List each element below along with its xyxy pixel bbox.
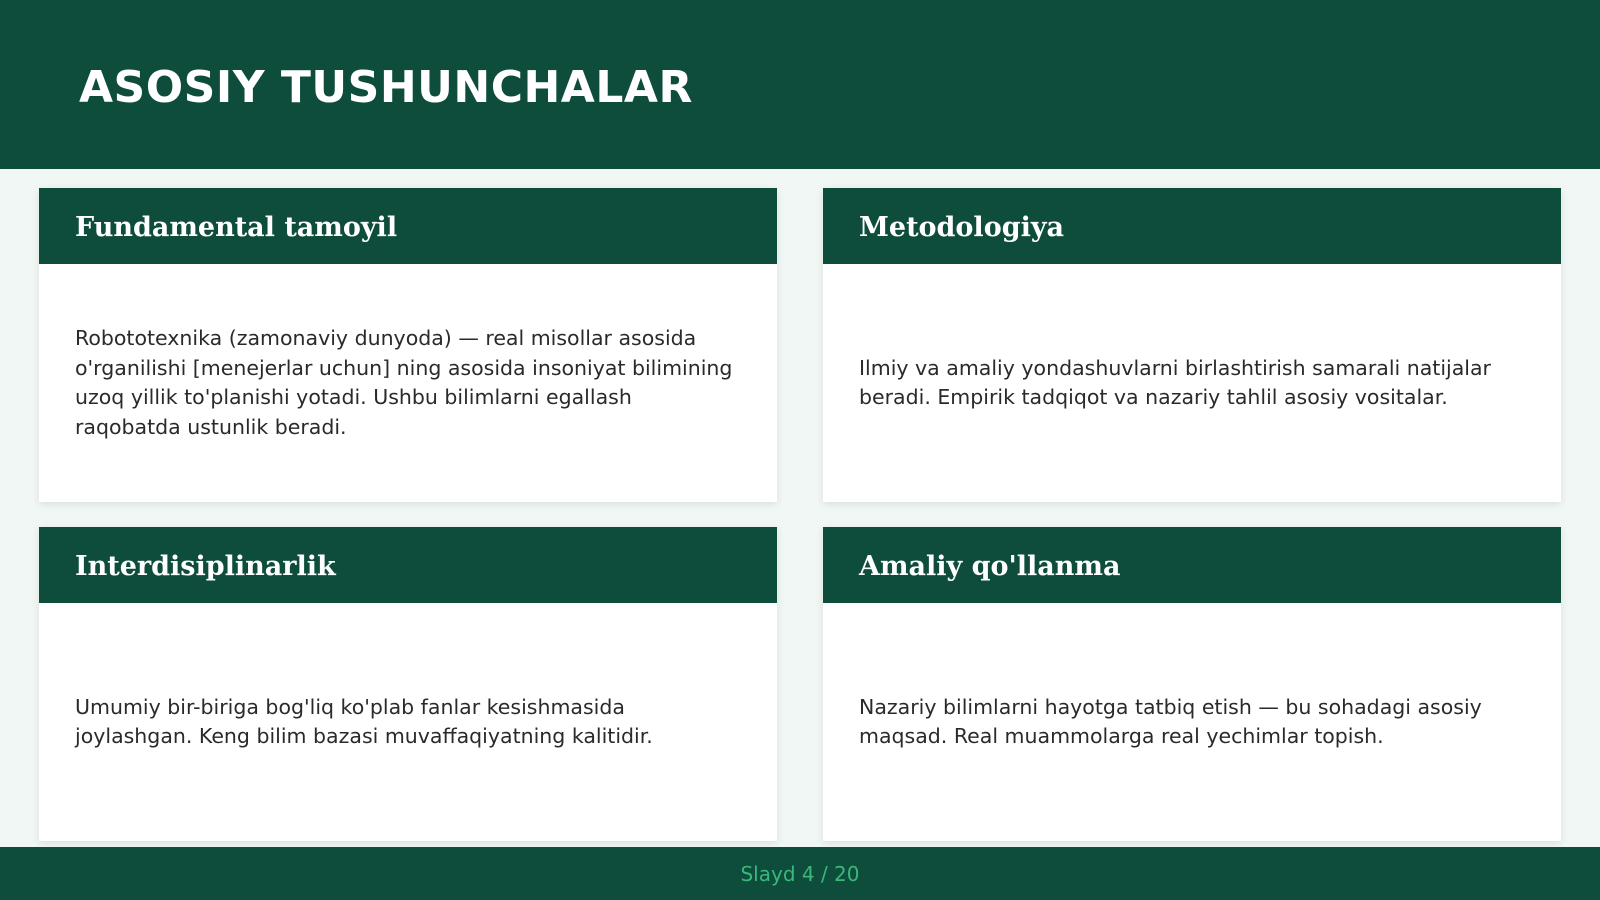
card-interdisiplinarlik [39,527,777,841]
card-fundamental-tamoyil [39,188,777,502]
card-amaliy-qollanma [823,527,1561,841]
card-text: Robototexnika (zamonaviy dunyoda) — real misollar asosida o'rganilishi [menejerlar uchun] ning asosida insoniyat bilimining uzoq yillik to'planishi yotadi. Ushbu bilimlarni egallash raqobatda ustunlik beradi. [75,326,733,439]
card-body [823,603,1561,841]
card-body [39,264,777,502]
card-title: Amaliy qo'llanma [859,551,1121,582]
slide-number: Slayd 4 / 20 [740,861,860,886]
card-text: Ilmiy va amaliy yondashuvlarni birlashtirish samarali natijalar beradi. Empirik tadqiqot va nazariy tahlil asosiy vositalar. [859,355,1491,409]
card-text: Umumiy bir-biriga bog'liq ko'plab fanlar kesishmasida joylashgan. Keng bilim bazasi muvaffaqiyatning kalitidir. [75,694,653,748]
card-metodologiya [823,188,1561,502]
card-body [823,264,1561,502]
card-header [39,527,777,603]
card-text: Nazariy bilimlarni hayotga tatbiq etish — bu sohadagi asosiy maqsad. Real muammolarga real yechimlar topish. [859,694,1482,748]
slide-title: ASOSIY TUSHUNCHALAR [79,62,693,113]
card-body [39,603,777,841]
slide-header [0,0,1600,169]
card-title: Metodologiya [859,212,1065,243]
card-header [823,188,1561,264]
card-header [39,188,777,264]
slide-footer [0,847,1600,900]
card-header [823,527,1561,603]
card-title: Interdisiplinarlik [75,551,336,582]
card-title: Fundamental tamoyil [75,212,398,243]
